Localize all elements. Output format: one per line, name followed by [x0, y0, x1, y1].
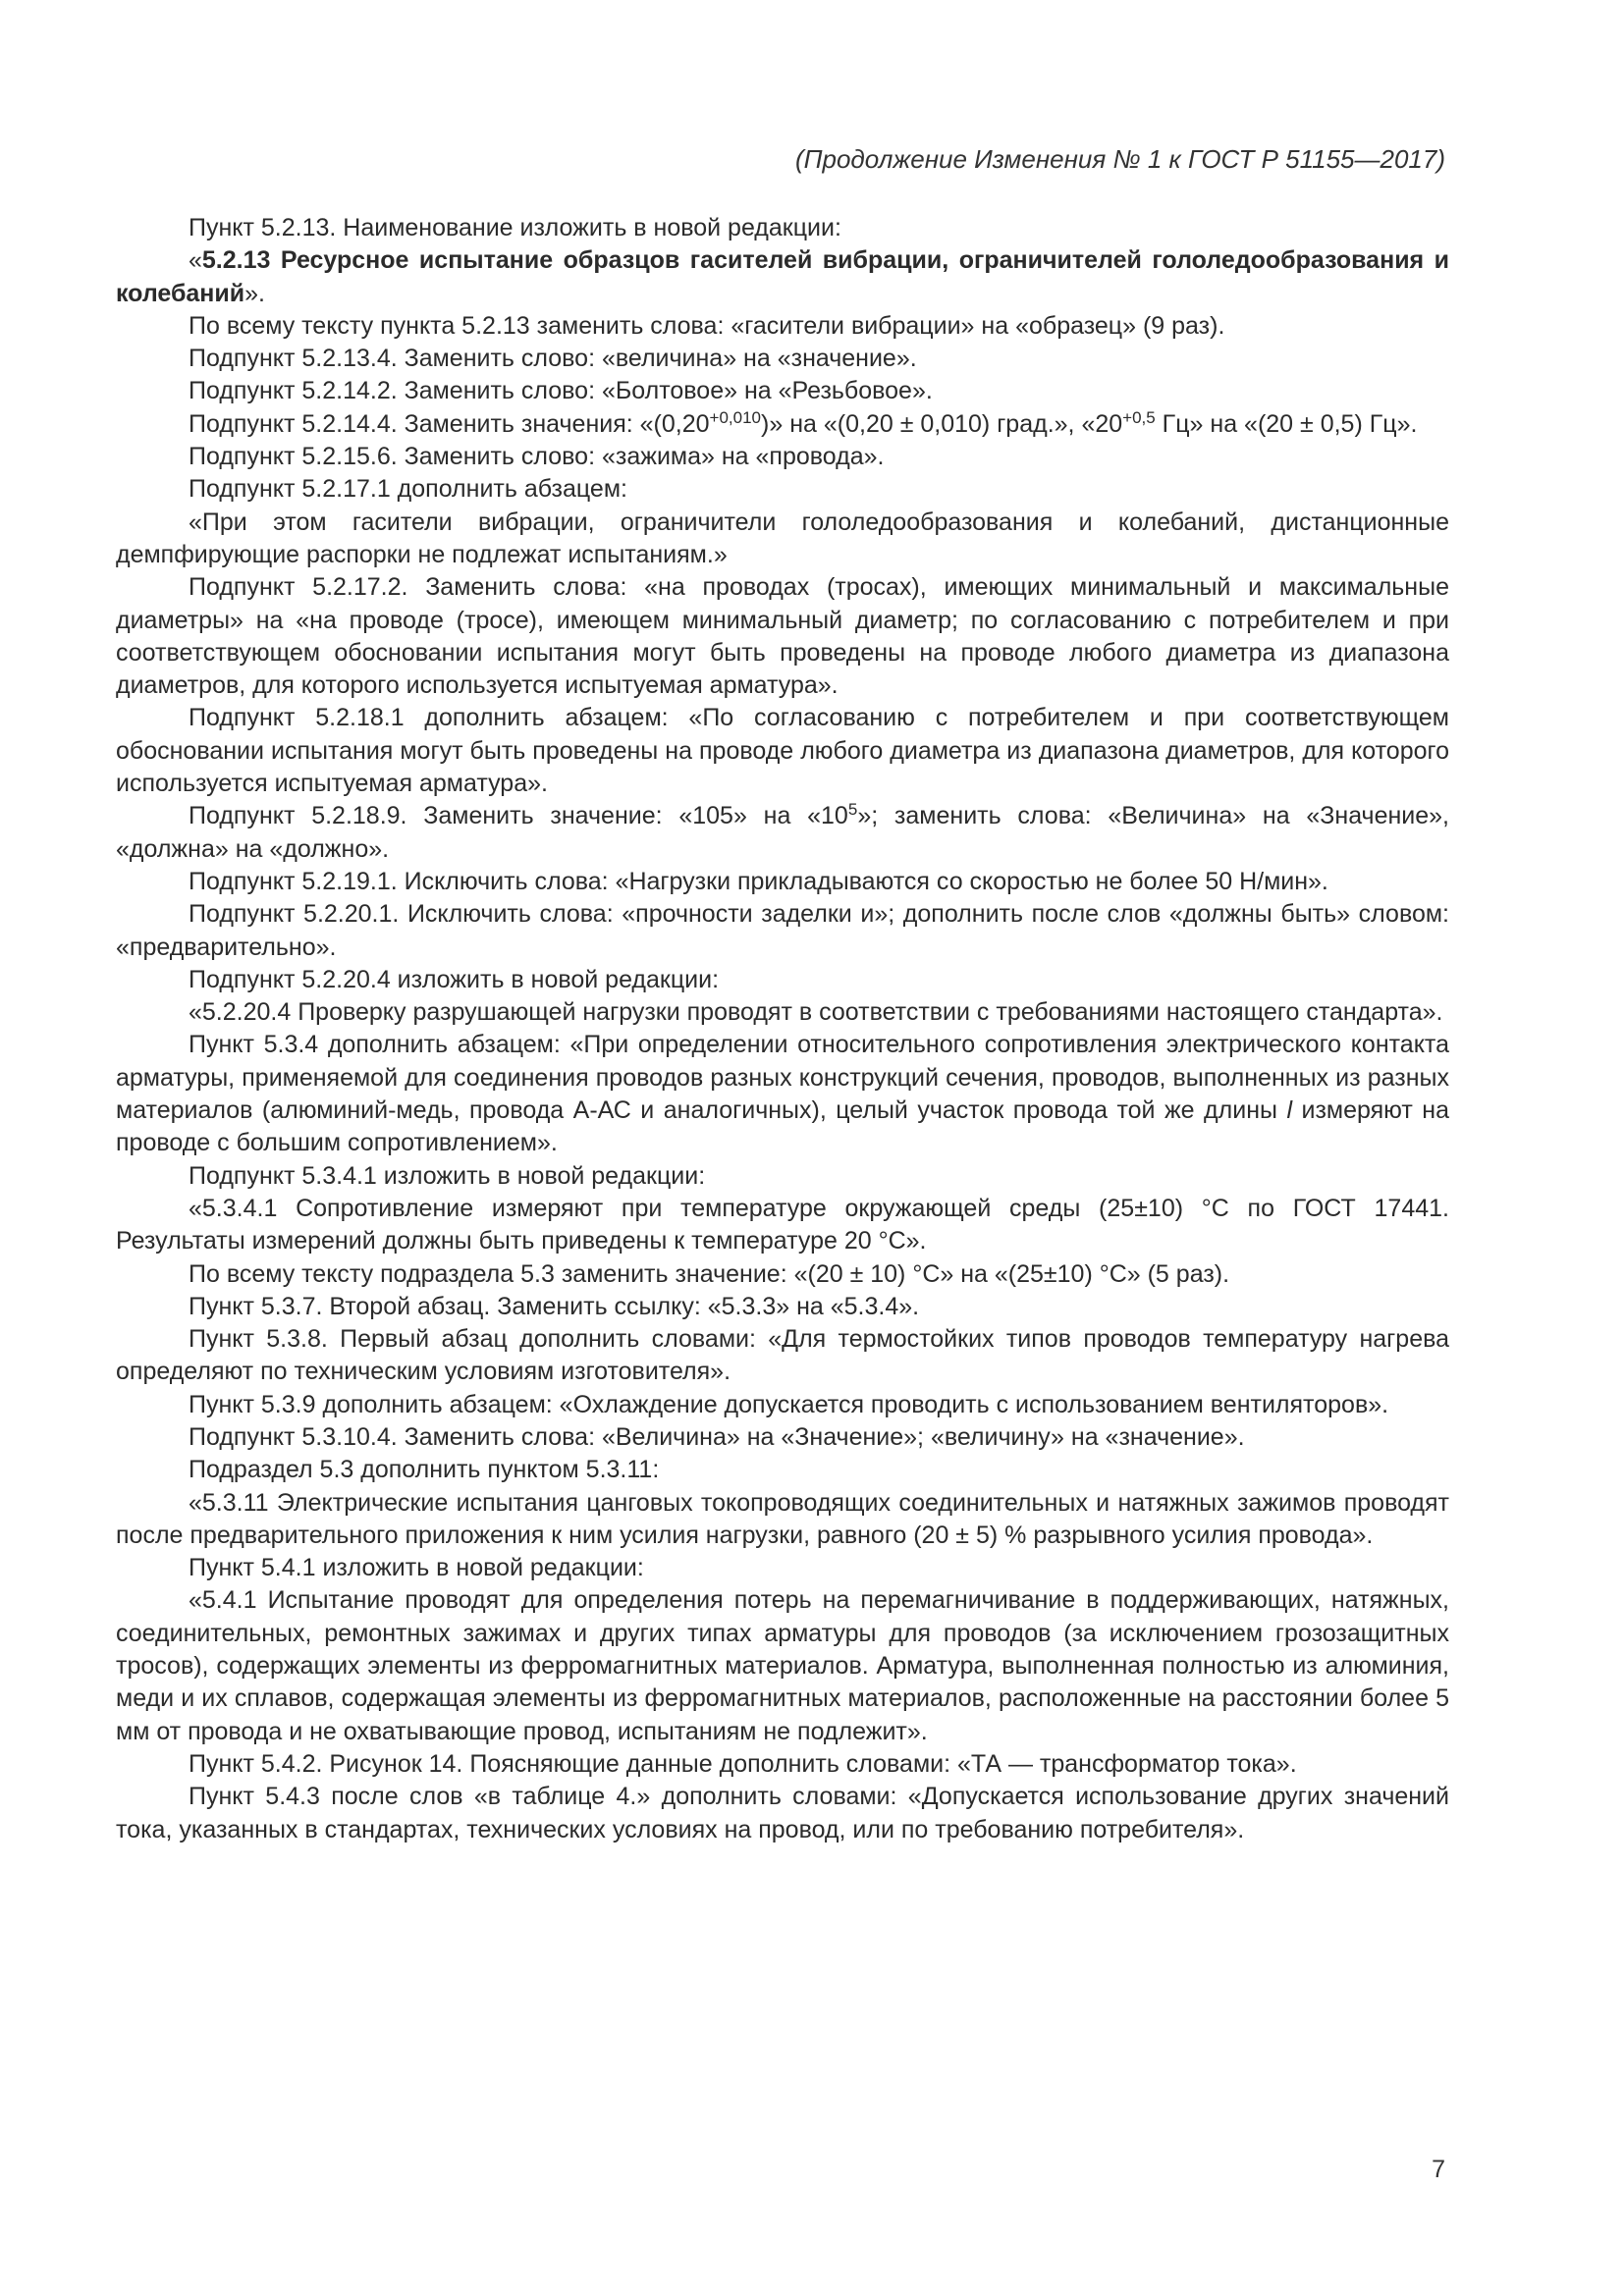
text-run: ». [244, 279, 265, 307]
paragraph: «При этом гасители вибрации, ограничители гололедообразования и колебаний, дистанционные демпфирующие распорки не подлежат испытаниям.» [116, 507, 1449, 568]
superscript: +0,5 [1122, 407, 1156, 427]
paragraph: Подпункт 5.2.15.6. Заменить слово: «зажима» на «провода». [189, 443, 885, 471]
text-run: Подпункт 5.2.18.9. Заменить значение: «105» на «10 [189, 802, 848, 830]
superscript: +0,010 [709, 407, 762, 427]
paragraph: Подпункт 5.2.14.2. Заменить слово: «Болтовое» на «Резьбовое». [189, 377, 933, 405]
document-body [116, 212, 1449, 1846]
paragraph: «5.2.20.4 Проверку разрушающей нагрузки проводят в соответствии с требованиями настоящего стандарта». [189, 998, 1443, 1027]
text-run: измеряют на проводе с большим сопротивлением». [116, 1096, 1450, 1157]
paragraph-with-superscripts [116, 408, 1449, 441]
paragraph-title-5-2-13 [116, 244, 1449, 310]
paragraph: Подпункт 5.2.20.4 изложить в новой редакции: [189, 965, 720, 993]
page-number: 7 [1432, 2156, 1445, 2183]
paragraph: Подпункт 5.2.19.1. Исключить слова: «Нагрузки прикладываются со скоростью не более 50 Н/мин». [189, 867, 1328, 895]
paragraph: Пункт 5.3.9 дополнить абзацем: «Охлаждение допускается проводить с использованием вентиляторов». [189, 1390, 1389, 1418]
text-run: )» на «(0,20 ± 0,010) град.», «20 [761, 409, 1123, 438]
paragraph: «5.3.11 Электрические испытания цанговых токопроводящих соединительных и натяжных зажимов проводят после предварительного приложения к ним усилия нагрузки, равного (20 ± 5) % разрывного усилия провода». [116, 1488, 1449, 1549]
text-run: « [189, 246, 202, 275]
paragraph: Подпункт 5.3.10.4. Заменить слова: «Величина» на «Значение»; «величину» на «значение». [189, 1422, 1245, 1451]
superscript: 5 [847, 800, 858, 820]
bold-title: 5.2.13 Ресурсное испытание образцов гасителей вибрации, ограничителей гололедообразования и колебаний [116, 246, 1449, 307]
text-run: Подпункт 5.2.14.4. Заменить значения: «(0,20 [189, 409, 710, 438]
paragraph-with-superscript [116, 800, 1449, 866]
paragraph: Пункт 5.3.8. Первый абзац дополнить словами: «Для термостойких типов проводов температуру нагрева определяют по техническим условиям изготовителя». [116, 1325, 1449, 1386]
paragraph-with-italic [116, 1029, 1449, 1159]
paragraph: Подпункт 5.2.17.1 дополнить абзацем: [189, 475, 627, 504]
paragraph: Подпункт 5.2.13.4. Заменить слово: «величина» на «значение». [189, 345, 917, 373]
paragraph: Пункт 5.4.1 изложить в новой редакции: [189, 1554, 644, 1582]
paragraph: Пункт 5.2.13. Наименование изложить в новой редакции: [189, 214, 841, 241]
paragraph: По всему тексту подраздела 5.3 заменить значение: «(20 ± 10) °С» на «(25±10) °С» (5 раз). [189, 1259, 1230, 1288]
italic-symbol: l [1286, 1096, 1293, 1125]
text-run: Гц» на «(20 ± 0,5) Гц». [1155, 409, 1418, 438]
text-run: »; заменить слова: «Величина» на «Значение», «должна» на «должно». [116, 802, 1450, 863]
paragraph: Подпункт 5.2.17.2. Заменить слова: «на проводах (тросах), имеющих минимальный и максимальные диаметры» на «на проводе (тросе), имеющем минимальный диаметр; по согласованию с потребителем и при соответствующем обосновании испытания могут быть проведены на проводе любого диаметра из диапазона диаметров, для которого используется испытуемая арматура». [116, 573, 1449, 700]
paragraph: Пункт 5.4.3 после слов «в таблице 4.» дополнить словами: «Допускается использование других значений тока, указанных в стандартах, технических условиях на провод, или по требованию потребителя». [116, 1783, 1449, 1843]
paragraph: Подпункт 5.2.20.1. Исключить слова: «прочности заделки и»; дополнить после слов «должны быть» словом: «предварительно». [116, 900, 1449, 961]
paragraph: Пункт 5.3.7. Второй абзац. Заменить ссылку: «5.3.3» на «5.3.4». [189, 1292, 920, 1320]
paragraph: «5.3.4.1 Сопротивление измеряют при температуре окружающей среды (25±10) °С по ГОСТ 17441. Результаты измерений должны быть приведены к температуре 20 °С». [116, 1194, 1449, 1255]
text-run: Пункт 5.3.4 дополнить абзацем: «При определении относительного сопротивления электрического контакта арматуры, применяемой для соединения проводов разных конструкций сечения, проводов, выполненных из разных материалов (алюминий-медь, провода А-АС и аналогичных), целый участок провода той же длины [116, 1031, 1449, 1125]
paragraph: Подпункт 5.3.4.1 изложить в новой редакции: [189, 1161, 706, 1190]
paragraph: «5.4.1 Испытание проводят для определения потерь на перемагничивание в поддерживающих, натяжных, соединительных, ремонтных зажимах и других типах арматуры для проводов (за исключением грозозащитных тросов), содержащих элементы из ферромагнитных материалов. Арматура, выполненная полностью из алюминия, меди и их сплавов, содержащая элементы из ферромагнитных материалов, расположенные на расстоянии более 5 мм от провода и не охватывающие провод, испытаниям не подлежит». [116, 1586, 1449, 1745]
paragraph: По всему тексту пункта 5.2.13 заменить слова: «гасители вибрации» на «образец» (9 раз). [189, 311, 1225, 340]
running-head: (Продолжение Изменения № 1 к ГОСТ Р 51155—2017) [795, 144, 1445, 174]
paragraph: Пункт 5.4.2. Рисунок 14. Поясняющие данные дополнить словами: «ТА — трансформатор тока». [189, 1749, 1297, 1778]
paragraph: Подраздел 5.3 дополнить пунктом 5.3.11: [189, 1456, 660, 1484]
paragraph: Подпункт 5.2.18.1 дополнить абзацем: «По согласованию с потребителем и при соответствующем обосновании испытания могут быть проведены на проводе любого диаметра из диапазона диаметров, для которого используется испытуемая арматура». [116, 704, 1449, 798]
